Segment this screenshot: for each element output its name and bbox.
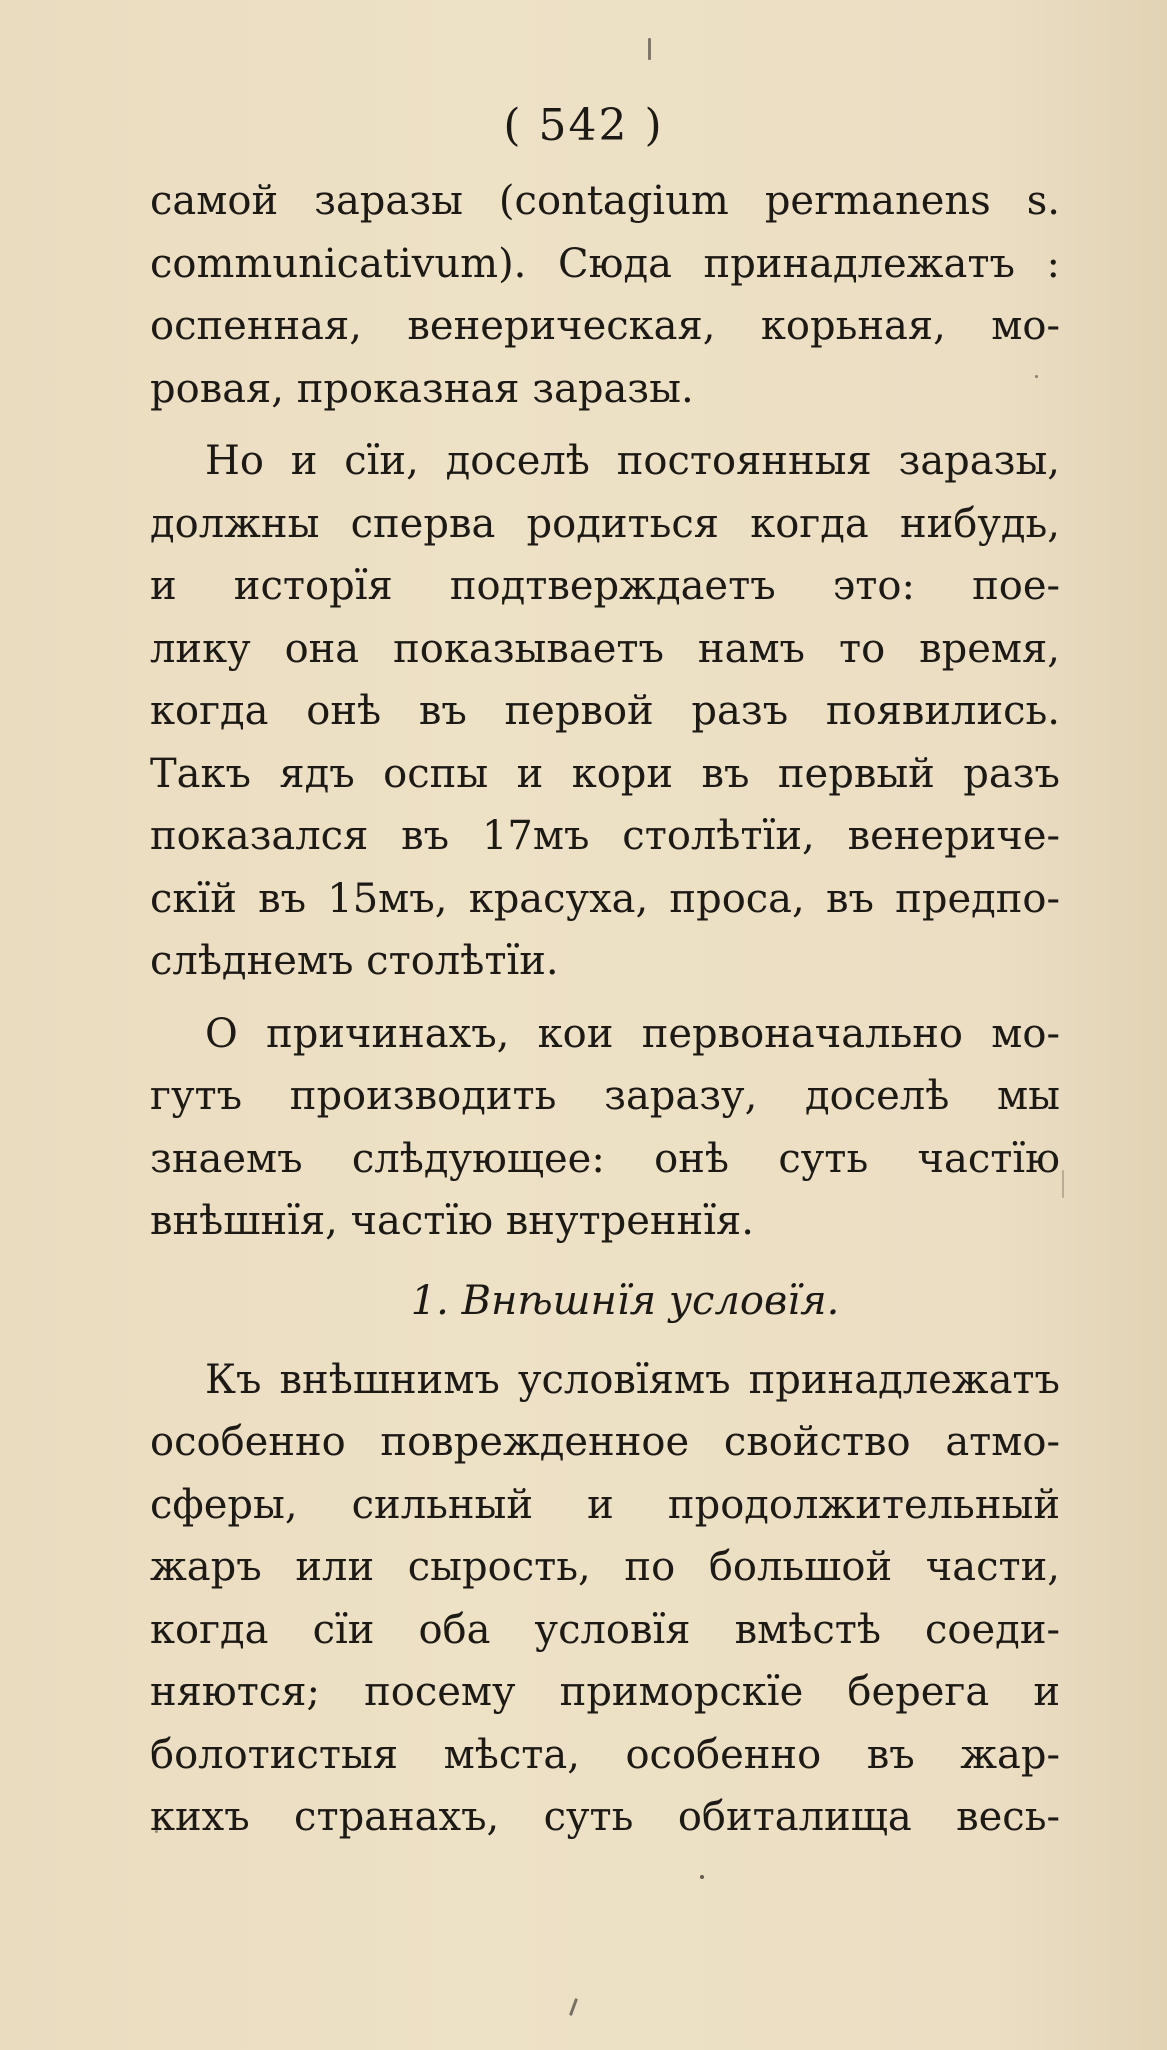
- paper-speck: [155, 1830, 158, 1833]
- paper-speck: [1035, 375, 1038, 378]
- text-line: скїй въ 15мъ, красуха, проса, въ предпо-: [150, 875, 1060, 922]
- text-line: показался въ 17мъ столѣтїи, венериче-: [150, 813, 1060, 859]
- text-line: communicativum). Сюда принадлежатъ :: [150, 240, 1060, 287]
- paragraph-2: [150, 430, 1060, 993]
- text-line: слѣднемъ столѣтїи.: [150, 938, 559, 984]
- text-line: особенно поврежденное свойство атмо-: [150, 1419, 1060, 1465]
- text-line: когда онѣ въ первой разъ появились.: [150, 688, 1060, 734]
- text-line: лику она показываетъ намъ то время,: [150, 625, 1060, 672]
- text-line: О причинахъ, кои первоначально мо-: [205, 1010, 1060, 1057]
- text-line: болотистыя мѣста, особенно въ жар-: [150, 1731, 1060, 1778]
- text-line: Къ внѣшнимъ условїямъ принадлежатъ: [205, 1356, 1060, 1403]
- paper-speck: [1062, 1170, 1064, 1198]
- text-line: когда сїи оба условїя вмѣстѣ соеди-: [150, 1606, 1060, 1653]
- paper-speck: [569, 1998, 578, 2016]
- section-heading: 1. Внѣшнїя условїя.: [410, 1277, 840, 1324]
- paper-speck: [648, 38, 651, 60]
- paper-speck: [700, 1875, 704, 1879]
- text-line: Но и сїи, доселѣ постоянныя заразы,: [205, 438, 1060, 484]
- text-line: самой заразы (contagium permanens s.: [150, 178, 1060, 224]
- page-text: [150, 170, 1060, 1849]
- text-line: няются; посему приморскїе берега и: [150, 1669, 1060, 1715]
- text-line: знаемъ слѣдующее: онѣ суть частїю: [150, 1135, 1060, 1182]
- text-line: Такъ ядъ оспы и кори въ первый разъ: [150, 750, 1060, 797]
- text-line: и исторїя подтверждаетъ это: поe-: [150, 563, 1060, 609]
- text-line: ровая, проказная заразы.: [150, 365, 694, 412]
- text-line: оспенная, венерическая, корьная, мо-: [150, 303, 1060, 349]
- text-line: гутъ производить заразу, доселѣ мы: [150, 1073, 1060, 1119]
- paragraph-1: [150, 170, 1060, 420]
- paragraph-4: [150, 1349, 1060, 1849]
- paragraph-3: [150, 1003, 1060, 1253]
- page-number: ( 542 ): [503, 100, 664, 151]
- text-line: должны сперва родиться когда нибудь,: [150, 500, 1060, 547]
- text-line: жаръ или сырость, по большой части,: [150, 1544, 1060, 1590]
- text-line: сферы, сильный и продолжительный: [150, 1481, 1060, 1528]
- text-line: внѣшнїя, частїю внутреннїя.: [150, 1198, 754, 1244]
- text-line: кихъ странахъ, суть обиталища весь-: [150, 1794, 1060, 1840]
